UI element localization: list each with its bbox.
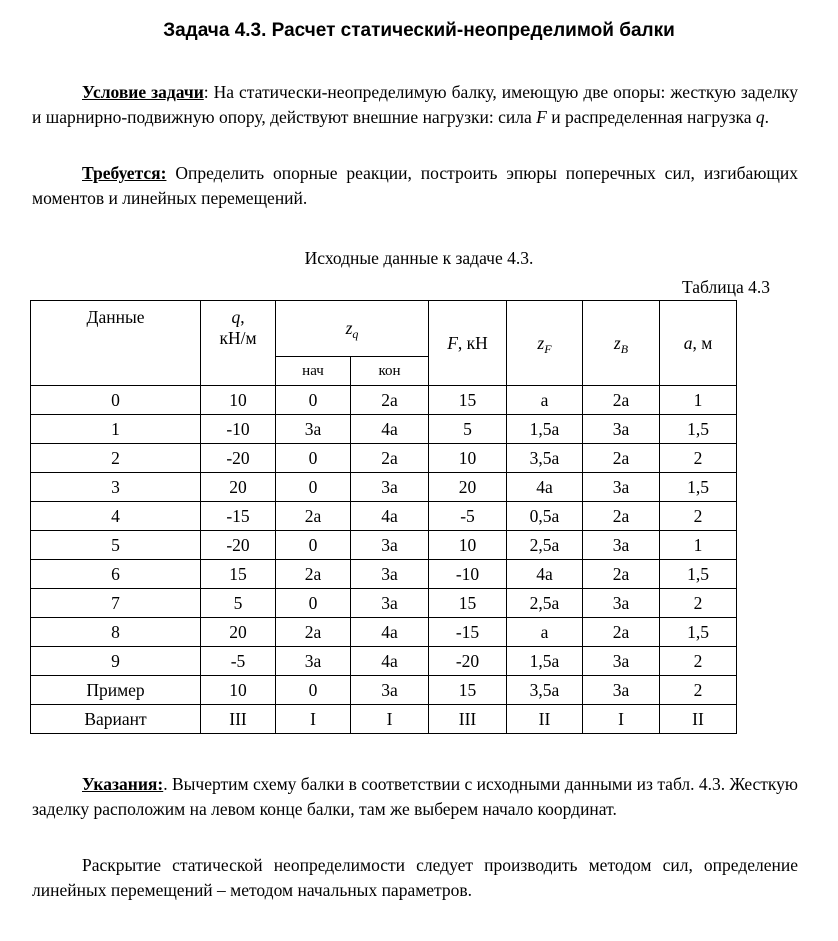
table-row	[31, 502, 737, 531]
cell-zb: 2a	[583, 444, 660, 473]
table-row	[31, 531, 737, 560]
cell-q: 15	[201, 560, 276, 589]
force-symbol: F	[536, 107, 547, 127]
cell-zf: 1,5a	[507, 415, 583, 444]
cell-f: -5	[429, 502, 507, 531]
cell-q: -20	[201, 444, 276, 473]
cell-variant: 0	[31, 386, 201, 415]
table-row	[31, 560, 737, 589]
cell-zf: 4a	[507, 560, 583, 589]
cell-f: 10	[429, 531, 507, 560]
table-row	[31, 676, 737, 705]
cell-zq-end: 4a	[351, 618, 429, 647]
cell-f: 15	[429, 676, 507, 705]
table-row	[31, 647, 737, 676]
instructions-label: Указания:	[82, 774, 164, 794]
cell-a: 2	[660, 589, 737, 618]
cell-a: II	[660, 705, 737, 734]
header-zq-start: нач	[276, 357, 351, 386]
header-zb: $z_B$	[583, 301, 660, 386]
cell-zf: 1,5a	[507, 647, 583, 676]
cell-a: 1,5	[660, 618, 737, 647]
header-f: F, кН	[429, 301, 507, 386]
cell-zf: a	[507, 618, 583, 647]
table-row	[31, 473, 737, 502]
cell-zq-end: 3a	[351, 531, 429, 560]
instructions-paragraph	[32, 772, 798, 822]
cell-f: 5	[429, 415, 507, 444]
cell-f: III	[429, 705, 507, 734]
page-title: Задача 4.3. Расчет статический-неопределимой балки	[163, 20, 675, 41]
table-caption: Исходные данные к задаче 4.3.	[304, 248, 534, 268]
condition-label: Условие задачи	[82, 82, 204, 102]
cell-zf: 2,5a	[507, 589, 583, 618]
table-row	[31, 444, 737, 473]
cell-zb: 2a	[583, 502, 660, 531]
cell-a: 1,5	[660, 415, 737, 444]
cell-a: 2	[660, 444, 737, 473]
cell-q: III	[201, 705, 276, 734]
cell-zb: 3a	[583, 531, 660, 560]
cell-q: -20	[201, 531, 276, 560]
header-data: Данные	[31, 301, 201, 386]
final-text: Раскрытие статической неопределимости следует производить методом сил, определение линейных перемещений – методом начальных параметров.	[32, 855, 798, 900]
required-paragraph	[32, 161, 798, 211]
cell-zq-start: 2a	[276, 502, 351, 531]
cell-variant: 5	[31, 531, 201, 560]
cell-zq-end: 2a	[351, 386, 429, 415]
cell-zb: 3a	[583, 589, 660, 618]
cell-variant: 2	[31, 444, 201, 473]
table-row	[31, 415, 737, 444]
cell-zf: 3,5a	[507, 444, 583, 473]
required-text: Определить опорные реакции, построить эпюры поперечных сил, изгибающих моментов и линейных перемещений.	[32, 163, 798, 208]
cell-variant: 9	[31, 647, 201, 676]
cell-zq-end: I	[351, 705, 429, 734]
cell-zq-start: 2a	[276, 618, 351, 647]
cell-zb: 3a	[583, 676, 660, 705]
cell-variant: 1	[31, 415, 201, 444]
cell-f: 20	[429, 473, 507, 502]
cell-zb: 2a	[583, 618, 660, 647]
cell-q: 10	[201, 676, 276, 705]
cell-zb: 2a	[583, 560, 660, 589]
cell-q: -15	[201, 502, 276, 531]
table-row	[31, 386, 737, 415]
cell-variant: 6	[31, 560, 201, 589]
condition-paragraph	[32, 80, 798, 130]
cell-variant: Вариант	[31, 705, 201, 734]
cell-variant: 7	[31, 589, 201, 618]
table-row	[31, 589, 737, 618]
cell-f: -10	[429, 560, 507, 589]
cell-zb: 3a	[583, 415, 660, 444]
cell-zf: 3,5a	[507, 676, 583, 705]
cell-q: 20	[201, 473, 276, 502]
input-data-table	[30, 300, 737, 734]
cell-f: -15	[429, 618, 507, 647]
header-zf: $z_F$	[507, 301, 583, 386]
cell-zq-start: I	[276, 705, 351, 734]
cell-zq-start: 0	[276, 386, 351, 415]
cell-f: 15	[429, 386, 507, 415]
cell-zb: 3a	[583, 473, 660, 502]
cell-zf: 4a	[507, 473, 583, 502]
cell-q: 5	[201, 589, 276, 618]
cell-zf: II	[507, 705, 583, 734]
cell-f: 10	[429, 444, 507, 473]
load-symbol: q	[755, 107, 765, 127]
table-row	[31, 705, 737, 734]
cell-zq-start: 2a	[276, 560, 351, 589]
cell-zq-end: 3a	[351, 560, 429, 589]
cell-zf: a	[507, 386, 583, 415]
cell-zq-start: 0	[276, 531, 351, 560]
condition-text-1: : На статически-неопределимую балку, имеющую две опоры: жесткую заделку и шарнирно-подвижную опору, действуют внешние нагрузки: сила	[32, 82, 798, 127]
cell-zb: 2a	[583, 386, 660, 415]
cell-a: 2	[660, 502, 737, 531]
cell-a: 1	[660, 531, 737, 560]
cell-zf: 0,5a	[507, 502, 583, 531]
table-row	[31, 618, 737, 647]
condition-text-2: и распределенная нагрузка	[546, 107, 756, 127]
cell-q: 20	[201, 618, 276, 647]
condition-text-3: .	[764, 107, 770, 127]
cell-q: -5	[201, 647, 276, 676]
cell-zq-start: 0	[276, 444, 351, 473]
final-paragraph	[32, 853, 798, 903]
cell-a: 1,5	[660, 560, 737, 589]
cell-variant: 4	[31, 502, 201, 531]
cell-zq-start: 3a	[276, 415, 351, 444]
cell-zq-start: 0	[276, 676, 351, 705]
cell-zq-end: 3a	[351, 473, 429, 502]
cell-zq-end: 4a	[351, 647, 429, 676]
cell-a: 1,5	[660, 473, 737, 502]
cell-zq-start: 3a	[276, 647, 351, 676]
cell-variant: Пример	[31, 676, 201, 705]
cell-f: -20	[429, 647, 507, 676]
instructions-text: . Вычертим схему балки в соответствии с исходными данными из табл. 4.3. Жесткую заделку расположим на левом конце балки, там же выберем начало координат.	[32, 774, 799, 819]
table-number: Таблица 4.3	[682, 277, 770, 297]
cell-zq-end: 3a	[351, 676, 429, 705]
cell-variant: 8	[31, 618, 201, 647]
cell-zq-start: 0	[276, 589, 351, 618]
cell-q: -10	[201, 415, 276, 444]
cell-a: 1	[660, 386, 737, 415]
cell-variant: 3	[31, 473, 201, 502]
cell-zb: I	[583, 705, 660, 734]
cell-zq-end: 4a	[351, 502, 429, 531]
header-a: a, м	[660, 301, 737, 386]
cell-zq-start: 0	[276, 473, 351, 502]
header-q: q, кН/м	[201, 301, 276, 386]
cell-a: 2	[660, 676, 737, 705]
cell-zq-end: 4a	[351, 415, 429, 444]
cell-zq-end: 3a	[351, 589, 429, 618]
cell-zb: 3a	[583, 647, 660, 676]
required-label: Требуется:	[82, 163, 167, 183]
cell-f: 15	[429, 589, 507, 618]
header-zq-end: кон	[351, 357, 429, 386]
header-zq: $z_q$	[276, 301, 429, 357]
cell-a: 2	[660, 647, 737, 676]
cell-zf: 2,5a	[507, 531, 583, 560]
cell-zq-end: 2a	[351, 444, 429, 473]
cell-q: 10	[201, 386, 276, 415]
